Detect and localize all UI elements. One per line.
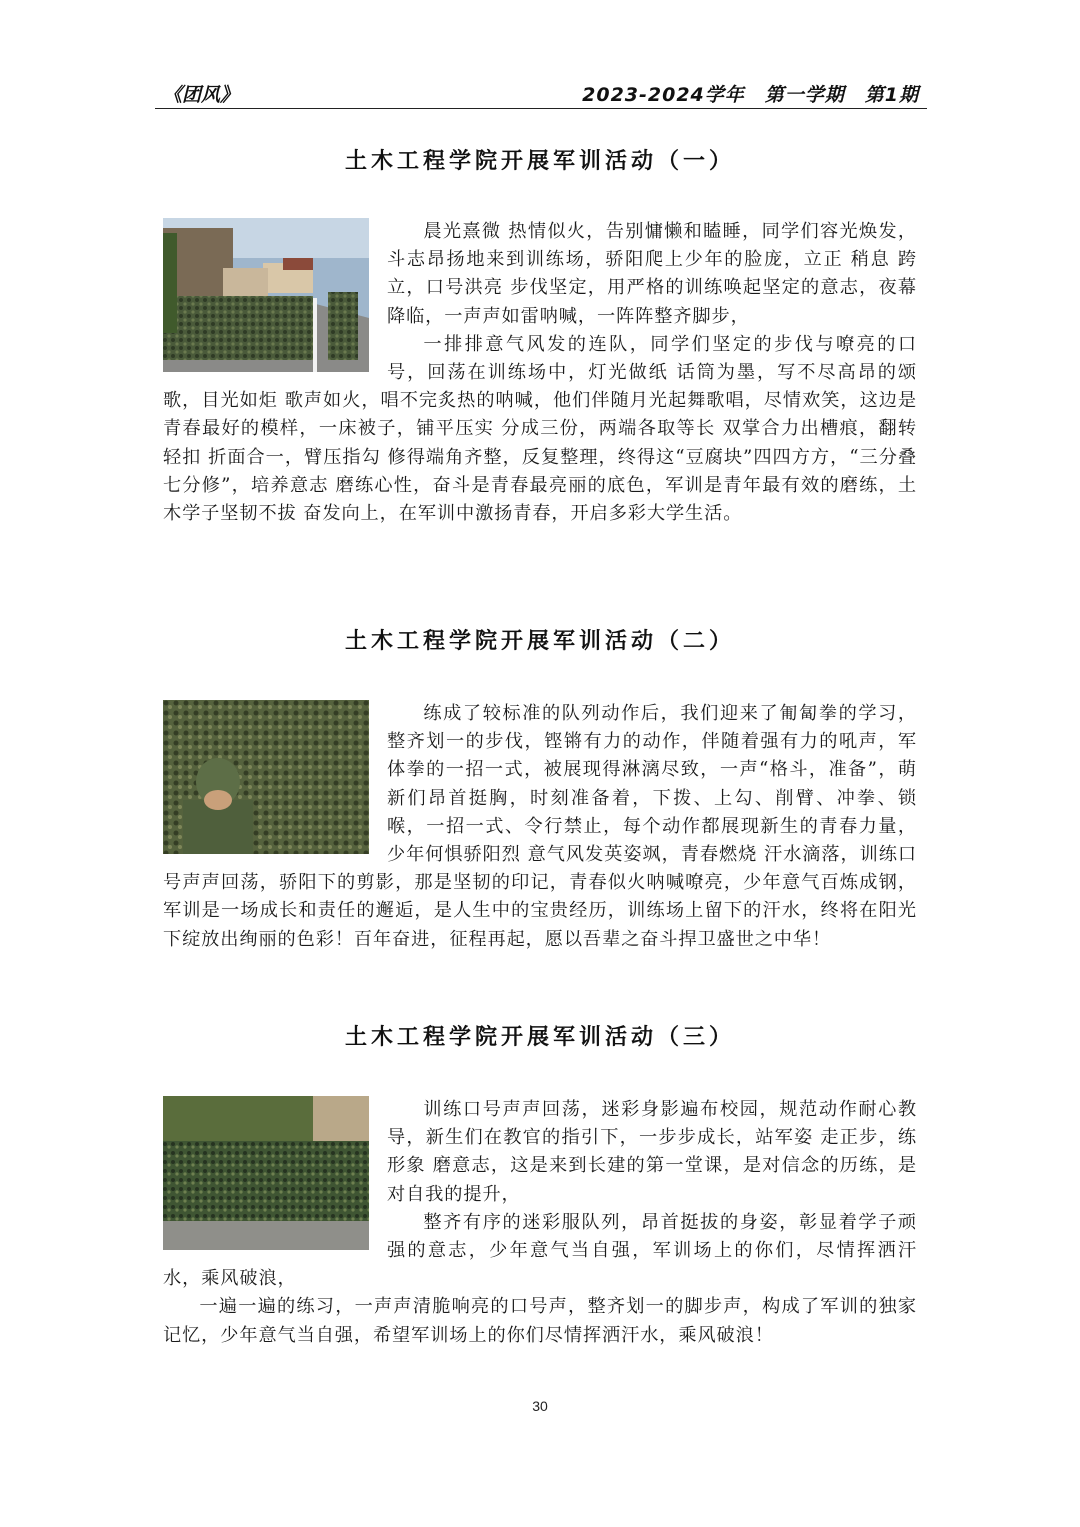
article-paragraph: 练成了较标准的队列动作后，我们迎来了匍匐拳的学习，整齐划一的步伐，铿锵有力的动作，伴随着强有力的吼声，军体拳的一招一式，被展现得淋漓尽致，一声“格斗，准备”，萌新们昂首挺胸，时刻准备着，下拨、上勾、削臂、冲拳、锁喉，一招一式、令行禁止，每个动作都展现新生的青春力量，少年何惧骄阳烈 意气风发英姿飒，青春燃烧 汗水滴落，训练口号声声回荡，骄阳下的剪影，那是坚韧的印记，青春似火呐喊嘹亮，少年意气百炼成钢，军训是一场成长和责任的邂逅，是人生中的宝贵经历，训练场上留下的汗水，终将在阳光下绽放出绚丽的色彩！百年奋进，征程再起，愿以吾辈之奋斗捍卫盛世之中华！ (163, 703, 917, 950)
article-title: 土木工程学院开展军训活动（二） (344, 629, 735, 654)
training-photo-3 (163, 1096, 369, 1250)
article-paragraph: 一遍一遍的练习，一声声清脆响亮的口号声，整齐划一的脚步声，构成了军训的独家记忆，少年意气当自强，希望军训场上的你们尽情挥洒汗水，乘风破浪！ (163, 1296, 917, 1346)
article-section-2 (163, 622, 917, 954)
article-title: 土木工程学院开展军训活动（三） (344, 1025, 735, 1050)
training-photo-1 (163, 218, 369, 372)
article-section-3 (163, 1018, 917, 1350)
issue-info: 2023-2024学年 第一学期 第1期 (582, 84, 919, 106)
running-header (155, 78, 927, 109)
training-photo-2 (163, 700, 369, 854)
article-paragraph: 训练口号声声回荡，迷彩身影遍布校园，规范动作耐心教导，新生们在教官的指引下，一步步成长，站军姿 走正步，练形象 磨意志，这是来到长建的第一堂课，是对信念的历练，是对自我的提升， (387, 1099, 917, 1205)
article-section-1 (163, 142, 917, 528)
page-number: 30 (532, 1398, 548, 1414)
article-paragraph: 晨光熹微 热情似火，告别慵懒和瞌睡，同学们容光焕发，斗志昂扬地来到训练场，骄阳爬上少年的脸庞，立正 稍息 跨立，口号洪亮 步伐坚定，用严格的训练唤起坚定的意志，夜幕降临，一声声如雷呐喊，一阵阵整齐脚步， (387, 221, 917, 327)
article-paragraph: 整齐有序的迷彩服队列，昂首挺拔的身姿，彰显着学子顽强的意志，少年意气当自强，军训场上的你们，尽情挥洒汗水，乘风破浪， (163, 1211, 917, 1290)
article-title: 土木工程学院开展军训活动（一） (344, 149, 735, 174)
journal-name: 《团风》 (163, 84, 240, 106)
article-paragraph: 一排排意气风发的连队，同学们坚定的步伐与嘹亮的口号，回荡在训练场中，灯光做纸 话筒为墨，写不尽高昂的颂歌，目光如炬 歌声如火，唱不完炙热的呐喊，他们伴随月光起舞歌唱，尽情欢笑，这边是青春最好的模样，一床被子，铺平压实 分成三份，两端各取等长 双掌合力出槽痕，翻转轻扣 折面合一，臂压指勾 修得端角齐整，反复整理，终得这“豆腐块”四四方方，“三分叠 七分修”，培养意志 磨练心性，奋斗是青春最亮丽的底色，军训是青年最有效的磨练，土木学子坚韧不拔 奋发向上，在军训中激扬青春，开启多彩大学生活。 (163, 333, 917, 525)
